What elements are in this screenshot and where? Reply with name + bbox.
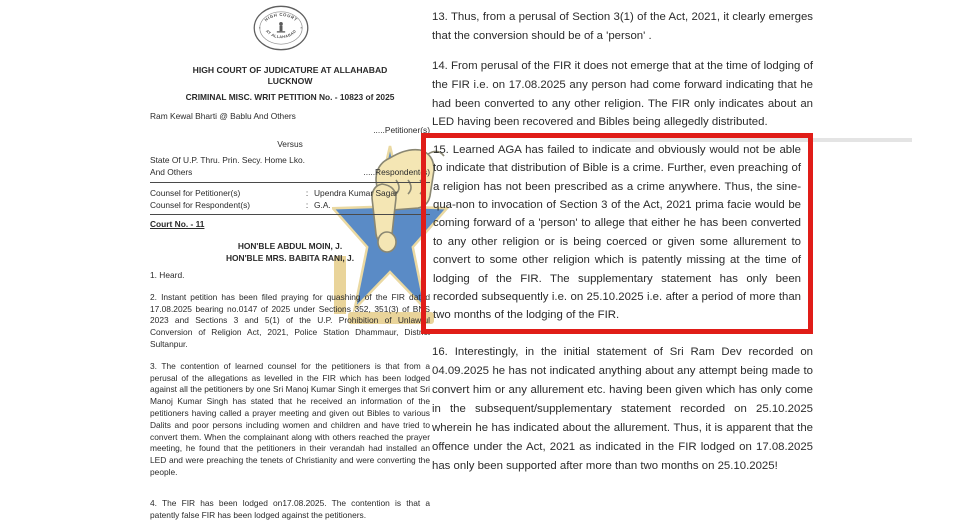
case-number: CRIMINAL MISC. WRIT PETITION No. - 10823 of 2025 [185, 92, 395, 102]
order-second-page [432, 0, 813, 476]
court-title-line1: HIGH COURT OF JUDICATURE AT ALLAHABAD [192, 65, 388, 75]
respondent-block [150, 155, 430, 179]
judges-block [150, 240, 430, 264]
judge-name: HON'BLE ABDUL MOIN, J. [237, 240, 343, 251]
respondent-tag: .....Respondent(s) [363, 166, 430, 177]
seal-right-star: * [300, 25, 303, 31]
seal-left-star: * [258, 25, 261, 31]
order-paragraph-14: 14. From perusal of the FIR it does not emerge that at the time of lodging of the FIR i.e. on 17.08.2025 any person had come forward indicating that he had been converted to any other religion. The FIR only indicates about an LED having been recovered and Bibles being allegedly distributed. [432, 60, 813, 129]
respondent-line1: State Of U.P. Thru. Prin. Secy. Home Lko. [150, 155, 305, 166]
ashoka-emblem-icon [277, 22, 285, 33]
seal-top-text: HIGH COURT [263, 11, 299, 23]
court-seal [150, 4, 430, 54]
counsel-separator: : [305, 187, 309, 198]
divider [150, 182, 430, 183]
divider [150, 214, 430, 215]
order-paragraph-16: 16. Interestingly, in the initial statement of Sri Ram Dev recorded on 04.09.2025 he has not indicated anything about any attempt being made to convert him or any allurement etc. having been given which has only come in the subsequent/supplementary statement recorded on 25.10.2025 wherein he has indicated about the allurement. Thus, it is apparent that the offence under the Act, 2021 as indicated in the FIR lodged on 17.08.2025 has only been supported after more than two months on 25.10.2025! [432, 345, 813, 472]
seal-bottom-text: AT ALLAHABAD [264, 28, 298, 40]
petitioner-tag: .....Petitioner(s) [373, 124, 430, 135]
counsel-label: Counsel for Petitioner(s) [150, 187, 241, 198]
counsel-block [150, 187, 430, 211]
respondent-name [150, 155, 305, 179]
petitioner-name: Ram Kewal Bharti @ Bablu And Others [150, 110, 296, 121]
annotation-red-box [421, 133, 813, 334]
counsel-separator: : [305, 199, 309, 210]
svg-text:HIGH COURT [264, 12, 299, 22]
versus-label: Versus [277, 139, 303, 150]
order-paragraph-15-highlighted: 15. Learned AGA has failed to indicate and obviously would not be able to indicate that distribution of Bible is a crime. Further, even preaching of a religion has not been prescribed as a crime anywhere. Thus, the sine-qua-non to invocation of Section 3 of the Act, 2021 prima facie would be coming forward of a 'person' to allege that either he has been converted to any other religion or is being coerced or given some allurement to convert to some other religion which is patently missing at the time of lodging of the FIR. The supplementary statement has only been recorded subsequently i.e. on 25.10.2025 i.e. after a period of more than two months of the lodging of the FIR. [433, 143, 801, 322]
order-paragraph-1: 1. Heard. [150, 269, 185, 280]
court-seal-icon [251, 4, 311, 52]
order-paragraph-13: 13. Thus, from a perusal of Section 3(1) of the Act, 2021, it clearly emerges that the conversion should be of a 'person' . [432, 11, 813, 43]
court-title [150, 65, 430, 86]
order-first-page [150, 0, 430, 521]
order-paragraph-3: 3. The contention of learned counsel for the petitioners is that from a perusal of the allegations as levelled in the FIR which has been lodged against all the petitioners by one Sri Manoj Kumar Singh it emerges that Sri Manoj Kumar Singh has stated that he received an information of the petitioners having called a prayer meeting and given out Bibles to various Dalits and poor persons including women and children and have tried to convert them. When the complainant along with others reached the prayer meeting, he found that the petitioners in their verandah had installed an LED and were preaching the tenets of Christianity and were converting the people. [150, 360, 430, 477]
counsel-value: Upendra Kumar Sagar [314, 187, 398, 198]
counsel-label: Counsel for Respondent(s) [150, 199, 251, 210]
judge-name: HON'BLE MRS. BABITA RANI, J. [225, 252, 355, 263]
counsel-row-petitioner [150, 187, 430, 199]
court-title-line2: LUCKNOW [267, 75, 313, 86]
respondent-line2: And Others [150, 166, 193, 177]
counsel-value: G.A. [314, 199, 331, 210]
order-paragraph-2: 2. Instant petition has been filed praying for quashing of the FIR dated 17.08.2025 bearing no.0147 of 2025 under Sections 352, 351(3) of BNS 2023 and Sections 3 and 5(1) of the U.P. Prohibition of Unlawful Conversion of Religion Act, 2021, Police Station Dhammaur, District Sultanpur. [150, 291, 430, 349]
court-number: Court No. - 11 [150, 219, 205, 230]
counsel-row-respondent [150, 199, 430, 211]
order-paragraph-4: 4. The FIR has been lodged on17.08.2025. The contention is that a patently false FIR has been lodged against the petitioners. [150, 497, 430, 520]
